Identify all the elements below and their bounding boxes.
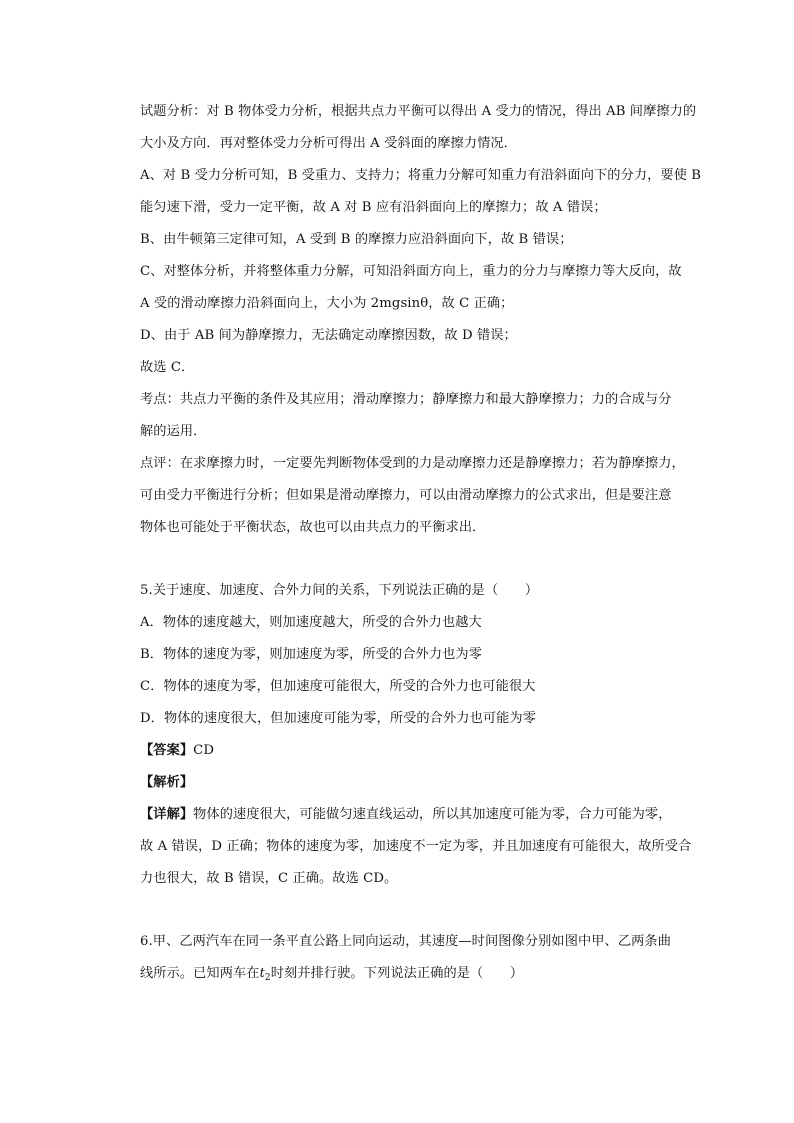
section-spacer — [140, 901, 655, 932]
question-5-detail-line-2: 故 A 错误，D 正确；物体的速度为零，加速度不一定为零，并且加速度有可能很大，故所受合 — [140, 839, 692, 854]
analysis-line: 点评：在求摩擦力时，一定要先判断物体受到的力是动摩擦力还是静摩擦力；若为静摩擦力， — [140, 456, 685, 471]
time-variable — [260, 966, 271, 981]
analysis-line: 故选 C． — [140, 360, 195, 375]
question-5-option-d: D．物体的速度很大，但加速度可能为零，所受的合外力也可能为零 — [140, 711, 537, 726]
analysis-line: 大小及方向．再对整体受力分析可得出 A 受斜面的摩擦力情况． — [140, 136, 517, 151]
analysis-line: 解的运用． — [140, 424, 207, 439]
question-6-text-before: 线所示。已知两车在 — [140, 966, 260, 981]
time-variable-symbol: t — [259, 966, 265, 981]
analysis-line: A 受的滑动摩擦力沿斜面向上，大小为 2mgsinθ，故 C 正确； — [140, 296, 514, 311]
question-6-line-2 — [140, 964, 655, 983]
time-variable-subscript: 2 — [264, 973, 271, 983]
section-spacer — [140, 550, 655, 581]
analysis-line: A、对 B 受力分析可知，B 受重力、支持力；将重力分解可知重力有沿斜面向下的分力，要使 B — [140, 168, 702, 183]
question-6-line-1: 6.甲、乙两汽车在同一条平直公路上同向运动，其速度—时间图像分别如图中甲、乙两条曲 — [140, 934, 671, 949]
answer-value: CD — [193, 743, 215, 758]
question-5-detail-line-3: 力也很大，故 B 错误，C 正确。故选 CD。 — [140, 871, 398, 886]
question-5-option-a: A．物体的速度越大，则加速度越大，所受的合外力也越大 — [140, 615, 482, 630]
analysis-line: 考点：共点力平衡的条件及其应用；滑动摩擦力；静摩擦力和最大静摩擦力；力的合成与分 — [140, 392, 672, 407]
analysis-line: 可由受力平衡进行分析；但如果是滑动摩擦力，可以由滑动摩擦力的公式求出，但是要注意 — [140, 488, 672, 503]
question-6 — [140, 932, 671, 983]
analysis-label: 【解析】 — [140, 775, 194, 790]
question-5 — [140, 581, 692, 888]
question-6-text-after: 时刻并排行驶。下列说法正确的是（ ） — [270, 966, 524, 981]
analysis-line: 能匀速下滑，受力一定平衡，故 A 对 B 应有沿斜面向上的摩擦力；故 A 错误； — [140, 200, 607, 215]
analysis-line: 物体也可能处于平衡状态，故也可以由共点力的平衡求出． — [140, 520, 486, 535]
analysis-line: B、由牛顿第三定律可知，A 受到 B 的摩擦力应沿斜面向下，故 B 错误； — [140, 232, 573, 247]
analysis-section — [140, 102, 702, 537]
detail-label: 【详解】 — [140, 807, 194, 822]
answer-label: 【答案】 — [140, 743, 194, 758]
question-5-option-b: B．物体的速度为零，则加速度为零，所受的合外力也为零 — [140, 647, 482, 662]
question-5-analysis-heading — [140, 773, 655, 792]
question-5-option-c: C．物体的速度为零，但加速度可能很大，所受的合外力也可能很大 — [140, 679, 536, 694]
document-content — [140, 102, 702, 996]
question-5-answer — [140, 741, 655, 760]
analysis-line: D、由于 AB 间为静摩擦力，无法确定动摩擦因数，故 D 错误； — [140, 328, 517, 343]
question-5-stem: 5.关于速度、加速度、合外力间的关系，下列说法正确的是（ ） — [140, 583, 539, 598]
analysis-line: 试题分析：对 B 物体受力分析，根据共点力平衡可以得出 A 受力的情况，得出 AB 间摩擦力的 — [140, 104, 697, 119]
detail-text: 物体的速度很大，可能做匀速直线运动，所以其加速度可能为零，合力可能为零， — [193, 807, 672, 822]
analysis-line: C、对整体分析，并将整体重力分解，可知沿斜面方向上，重力的分力与摩擦力等大反向，故 — [140, 264, 682, 279]
question-5-detail-line-1 — [140, 805, 672, 824]
